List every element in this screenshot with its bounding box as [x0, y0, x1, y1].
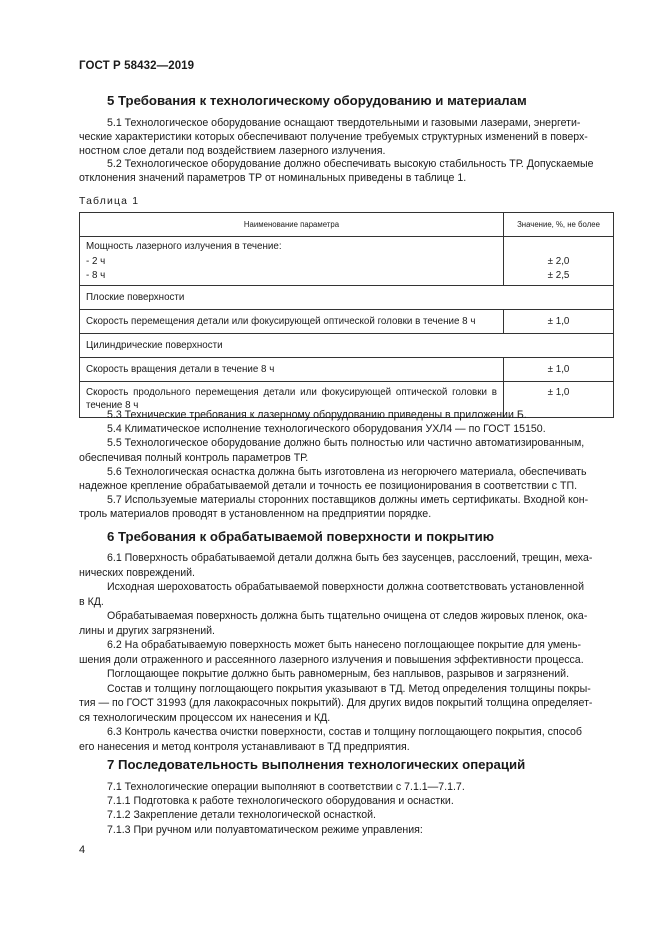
text-line: отклонения значений параметров ТР от номинальных приведены в таблице 1. — [79, 172, 467, 185]
text-line: Исходная шероховатость обрабатываемой поверхности должна соответствовать установленной — [107, 581, 584, 593]
text-line: нических повреждений. — [79, 566, 195, 579]
table-row — [80, 310, 614, 334]
table-cell: Скорость вращения детали в течение 8 ч — [80, 358, 504, 382]
paragraph-5-2 — [79, 157, 619, 185]
text-line: 6.3 Контроль качества очистки поверхности, состав и толщину поглощающего покрытия, способ — [107, 726, 582, 738]
table-caption: Таблица 1 — [79, 196, 140, 207]
table-row — [80, 286, 614, 310]
text-line: 7.1.3 При ручном или полуавтоматическом режиме управления: — [107, 823, 423, 836]
paragraph-5-1 — [79, 116, 619, 159]
table-row — [80, 334, 614, 358]
table-row — [80, 358, 614, 382]
laser-power-label: Мощность лазерного излучения в течение: — [86, 241, 282, 252]
text-line: ностном слое детали под воздействием лазерного излучения. — [79, 145, 386, 158]
text-line: лины и других загрязнений. — [79, 624, 215, 637]
table-cell: ± 1,0 — [504, 382, 614, 418]
text-line: 5.2 Технологическое оборудование должно обеспечивать высокую стабильность ТР. Допускаемые — [107, 158, 594, 170]
table-row — [80, 237, 614, 286]
row-8h-value: ± 2,5 — [547, 270, 570, 281]
text-line: троль материалов проводят в установленном на предприятии порядке. — [79, 508, 432, 521]
text-line: 7.1.1 Подготовка к работе технологического оборудования и оснастки. — [107, 795, 454, 808]
text-line: 5.4 Климатическое исполнение технологического оборудования УХЛ4 — по ГОСТ 15150. — [107, 423, 546, 436]
column-header-value: Значение, %, не более — [504, 213, 614, 237]
text-line: 5.7 Используемые материалы сторонних поставщиков должны иметь сертификаты. Входной кон- — [107, 494, 589, 507]
text-line: 6.2 На обрабатываемую поверхность может быть нанесено поглощающее покрытие для умень- — [107, 639, 582, 651]
section-7-body — [79, 780, 619, 837]
text-line: Обрабатываемая поверхность должна быть тщательно очищена от следов жировых пленок, ока- — [107, 610, 588, 622]
text-line: тия — по ГОСТ 31993 (для лакокрасочных покрытий). Для других видов покрытий толщина определяет- — [79, 697, 593, 709]
table-header-row — [80, 213, 614, 237]
row-2h-label: - 2 ч — [86, 256, 106, 267]
text-line: 7.1.2 Закрепление детали технологической оснасткой. — [107, 809, 376, 822]
text-line: в КД. — [79, 595, 104, 608]
text-line: 5.1 Технологическое оборудование оснащают твердотельными и газовыми лазерами, энергети- — [107, 117, 581, 129]
group-flat-surfaces: Плоские поверхности — [80, 286, 614, 310]
text-line: Состав и толщину поглощающего покрытия указывают в ТД. Метод определения толщины покры- — [107, 682, 591, 695]
paragraphs-5-3-to-5-7 — [79, 408, 619, 522]
text-line: 7.1 Технологические операции выполняют в соответствии с 7.1.1—7.1.7. — [107, 781, 465, 793]
column-header-parameter: Наименование параметра — [80, 213, 504, 237]
section-7-heading: 7 Последовательность выполнения технологических операций — [107, 757, 526, 772]
text-line: его нанесения и метод контроля устанавливают в ТД предприятия. — [79, 740, 410, 753]
text-line: шения доли отраженного и рассеянного лазерного излучения и повышения эффективности процесса. — [79, 653, 584, 666]
text-line: 5.6 Технологическая оснастка должна быть изготовлена из негорючего материала, обеспечивать — [107, 465, 587, 478]
row-2h-value: ± 2,0 — [547, 256, 570, 267]
document-header: ГОСТ Р 58432—2019 — [79, 60, 195, 72]
table-1 — [79, 212, 614, 418]
text-line: Поглощающее покрытие должно быть равномерным, без наплывов, разрывов и загрязнений. — [107, 668, 570, 680]
text-line: течение 8 ч — [86, 400, 139, 411]
row-8h-label: - 8 ч — [86, 270, 106, 281]
text-line: обеспечивая полный контроль параметров ТР. — [79, 451, 309, 464]
table-cell — [504, 237, 614, 286]
text-line: 5.5 Технологическое оборудование должно быть полностью или частично автоматизированным, — [107, 437, 585, 450]
text-line: ся технологическим процессом их нанесения и КД. — [79, 711, 331, 724]
text-line: 5.3 Технические требования к лазерному оборудованию приведены в приложении Б. — [107, 409, 527, 421]
table-cell: ± 1,0 — [504, 310, 614, 334]
table-cell: Скорость перемещения детали или фокусирующей оптической головки в течение 8 ч — [80, 310, 504, 334]
section-5-heading: 5 Требования к технологическому оборудованию и материалам — [107, 93, 527, 108]
page-number: 4 — [79, 844, 86, 856]
text-line: 6.1 Поверхность обрабатываемой детали должна быть без заусенцев, расслоений, трещин, меха- — [107, 552, 593, 564]
text-line: Скорость продольного перемещения детали или фокусирующей оптической головки в — [86, 387, 497, 398]
section-6-heading: 6 Требования к обрабатываемой поверхности и покрытию — [107, 529, 495, 544]
group-cylindrical-surfaces: Цилиндрические поверхности — [80, 334, 614, 358]
table-cell — [80, 237, 504, 286]
section-6-body — [79, 551, 619, 754]
text-line: надежное крепление обрабатываемой детали и точность ее позиционирования в соответствии с ТП. — [79, 479, 578, 492]
table-cell: ± 1,0 — [504, 358, 614, 382]
text-line: ческие характеристики которых обеспечивают получение требуемых структурных изменений в поверх- — [79, 131, 588, 144]
